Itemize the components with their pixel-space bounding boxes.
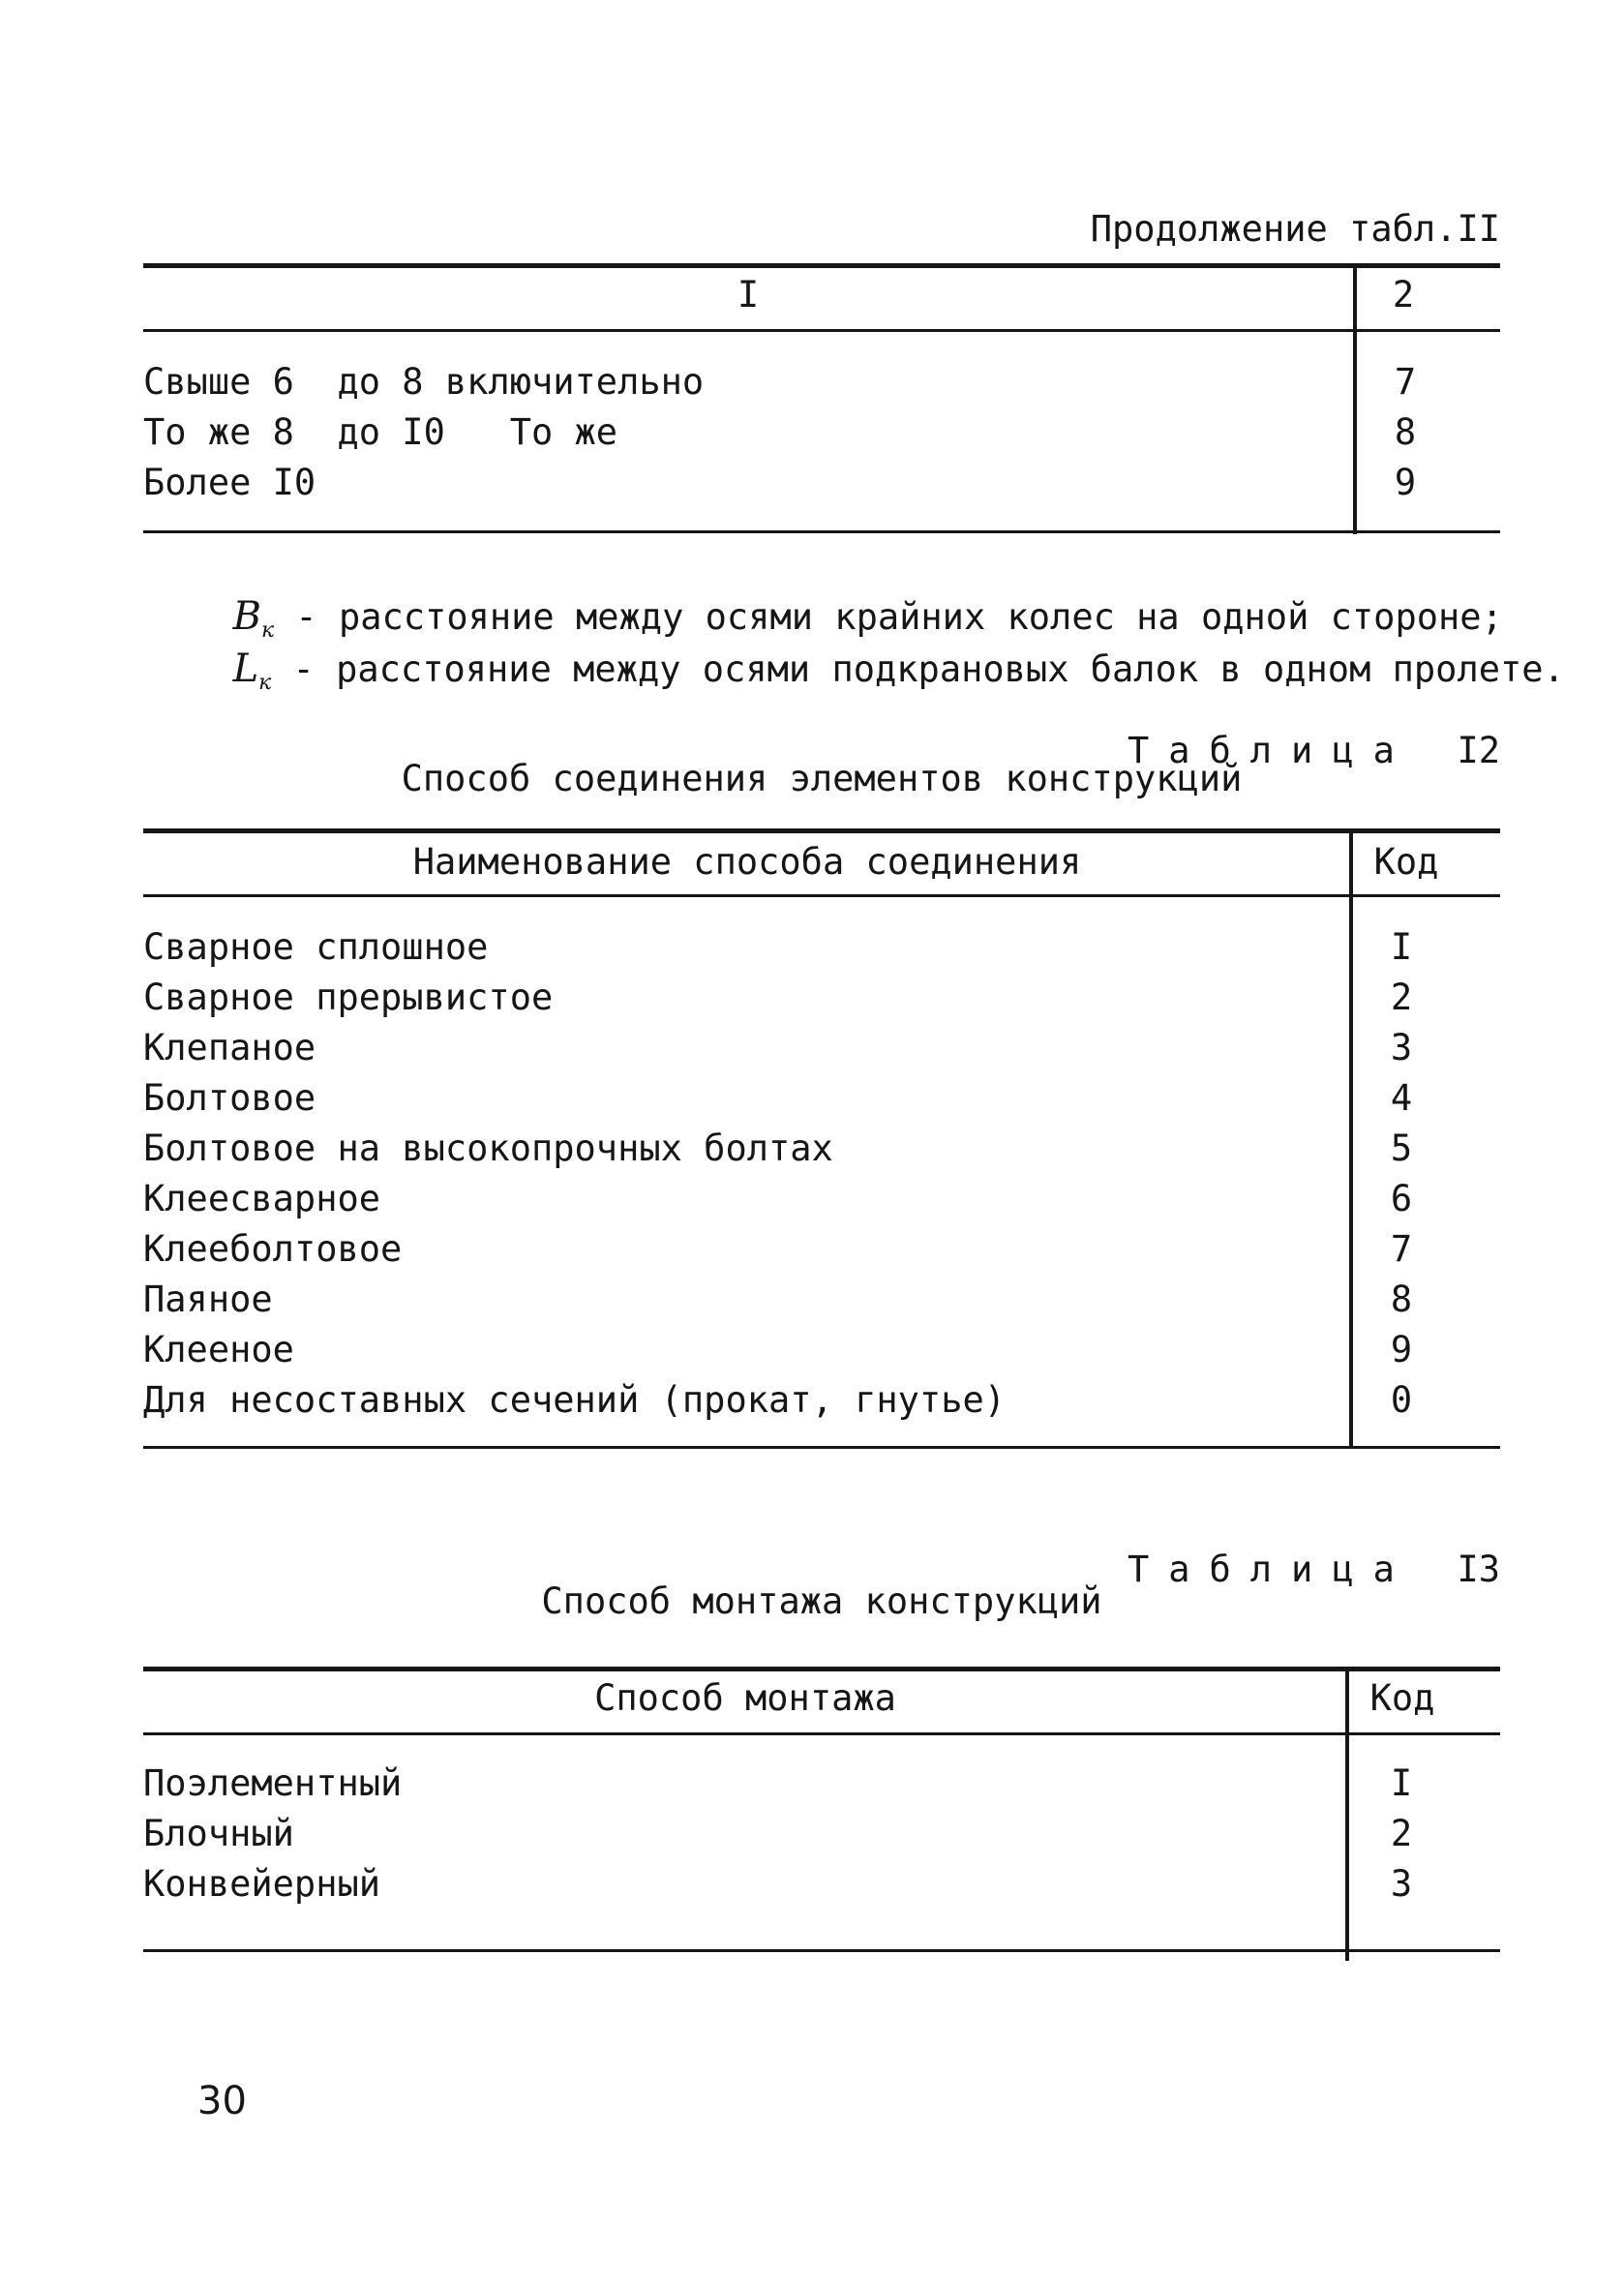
definition-l-symbol: L bbox=[232, 647, 259, 691]
table13-header-code: Код bbox=[1369, 1677, 1435, 1719]
table13-title: Способ монтажа конструкций bbox=[541, 1580, 1102, 1622]
table12-row-code: I bbox=[1390, 926, 1413, 968]
table11-row-code: 9 bbox=[1394, 462, 1417, 503]
table11-row-label: Более I0 bbox=[143, 462, 316, 503]
definition-l-text: - расстояние между осями подкрановых балок в одном пролете. bbox=[292, 648, 1565, 690]
table12-row-label: Сварное прерывистое bbox=[143, 977, 554, 1018]
table12-row-code: 4 bbox=[1390, 1077, 1413, 1119]
table12-column-divider bbox=[1349, 832, 1353, 1448]
definition-b-subscript: к bbox=[260, 618, 275, 643]
definition-l bbox=[190, 614, 1565, 694]
table12-header-rule bbox=[143, 894, 1500, 897]
definition-l-subscript: к bbox=[258, 671, 272, 695]
table12-row-label: Паяное bbox=[143, 1278, 273, 1320]
table12-label-word: Таблица bbox=[1127, 730, 1414, 771]
page-number: 30 bbox=[197, 2079, 247, 2123]
table11-bottom-rule bbox=[143, 530, 1500, 533]
table13-top-rule bbox=[143, 1667, 1500, 1671]
table11-caption: Продолжение табл.II bbox=[1090, 208, 1500, 250]
table12-row-label: Болтовое на высокопрочных болтах bbox=[143, 1128, 833, 1169]
table11-header-rule bbox=[143, 329, 1500, 332]
table12-row-label: Для несоставных сечений (прокат, гнутье) bbox=[143, 1379, 1007, 1421]
table12-row-label: Клееболтовое bbox=[143, 1228, 403, 1270]
table11-row-code: 8 bbox=[1394, 411, 1417, 453]
table11-row-label: То же 8 до I0 То же bbox=[143, 411, 618, 453]
table12-header-name: Наименование способа соединения bbox=[412, 841, 1082, 883]
table13-row-code: 3 bbox=[1390, 1863, 1413, 1905]
table12-row-label: Клееное bbox=[143, 1329, 294, 1370]
definition-b-text: - расстояние между осями крайних колес на одной стороне; bbox=[295, 596, 1503, 638]
table12-top-rule bbox=[143, 828, 1500, 833]
table11-top-rule bbox=[143, 263, 1500, 268]
table12-row-code: 2 bbox=[1390, 977, 1413, 1018]
table13-header-name: Способ монтажа bbox=[594, 1677, 896, 1719]
table13-column-divider bbox=[1345, 1670, 1349, 1961]
table12-row-label: Сварное сплошное bbox=[143, 926, 489, 968]
table13-row-code: I bbox=[1390, 1762, 1413, 1804]
table12-row-code: 5 bbox=[1390, 1128, 1413, 1169]
table13-row-code: 2 bbox=[1390, 1813, 1413, 1854]
table12-row-code: 6 bbox=[1390, 1178, 1413, 1219]
table13-row-label: Блочный bbox=[143, 1813, 294, 1854]
table13-row-label: Конвейерный bbox=[143, 1863, 381, 1905]
table12-row-code: 3 bbox=[1390, 1027, 1413, 1068]
table11-header-col2: 2 bbox=[1392, 274, 1415, 316]
definition-b-symbol: B bbox=[232, 594, 261, 639]
table12-row-label: Клепаное bbox=[143, 1027, 316, 1068]
table13-header-rule bbox=[143, 1732, 1500, 1735]
table13-number: I3 bbox=[1457, 1549, 1500, 1590]
table12-row-code: 9 bbox=[1390, 1329, 1413, 1370]
table13-label bbox=[1084, 1516, 1500, 1590]
table12-row-code: 8 bbox=[1390, 1278, 1413, 1320]
table12-title: Способ соединения элементов конструкций bbox=[401, 758, 1243, 799]
table11-column-divider bbox=[1353, 267, 1357, 534]
table12-row-label: Клеесварное bbox=[143, 1178, 381, 1219]
table12-row-code: 7 bbox=[1390, 1228, 1413, 1270]
table13-bottom-rule bbox=[143, 1949, 1500, 1952]
table12-bottom-rule bbox=[143, 1446, 1500, 1449]
table13-row-label: Поэлементный bbox=[143, 1762, 403, 1804]
table11-row-code: 7 bbox=[1394, 361, 1417, 403]
table12-row-label: Болтовое bbox=[143, 1077, 316, 1119]
table11-header-col1: I bbox=[737, 274, 760, 316]
table12-number: I2 bbox=[1457, 730, 1500, 771]
table11-row-label: Свыше 6 до 8 включительно bbox=[143, 361, 705, 403]
table13-label-word: Таблица bbox=[1127, 1549, 1414, 1590]
table12-row-code: 0 bbox=[1390, 1379, 1413, 1421]
table12-header-code: Код bbox=[1373, 841, 1439, 883]
